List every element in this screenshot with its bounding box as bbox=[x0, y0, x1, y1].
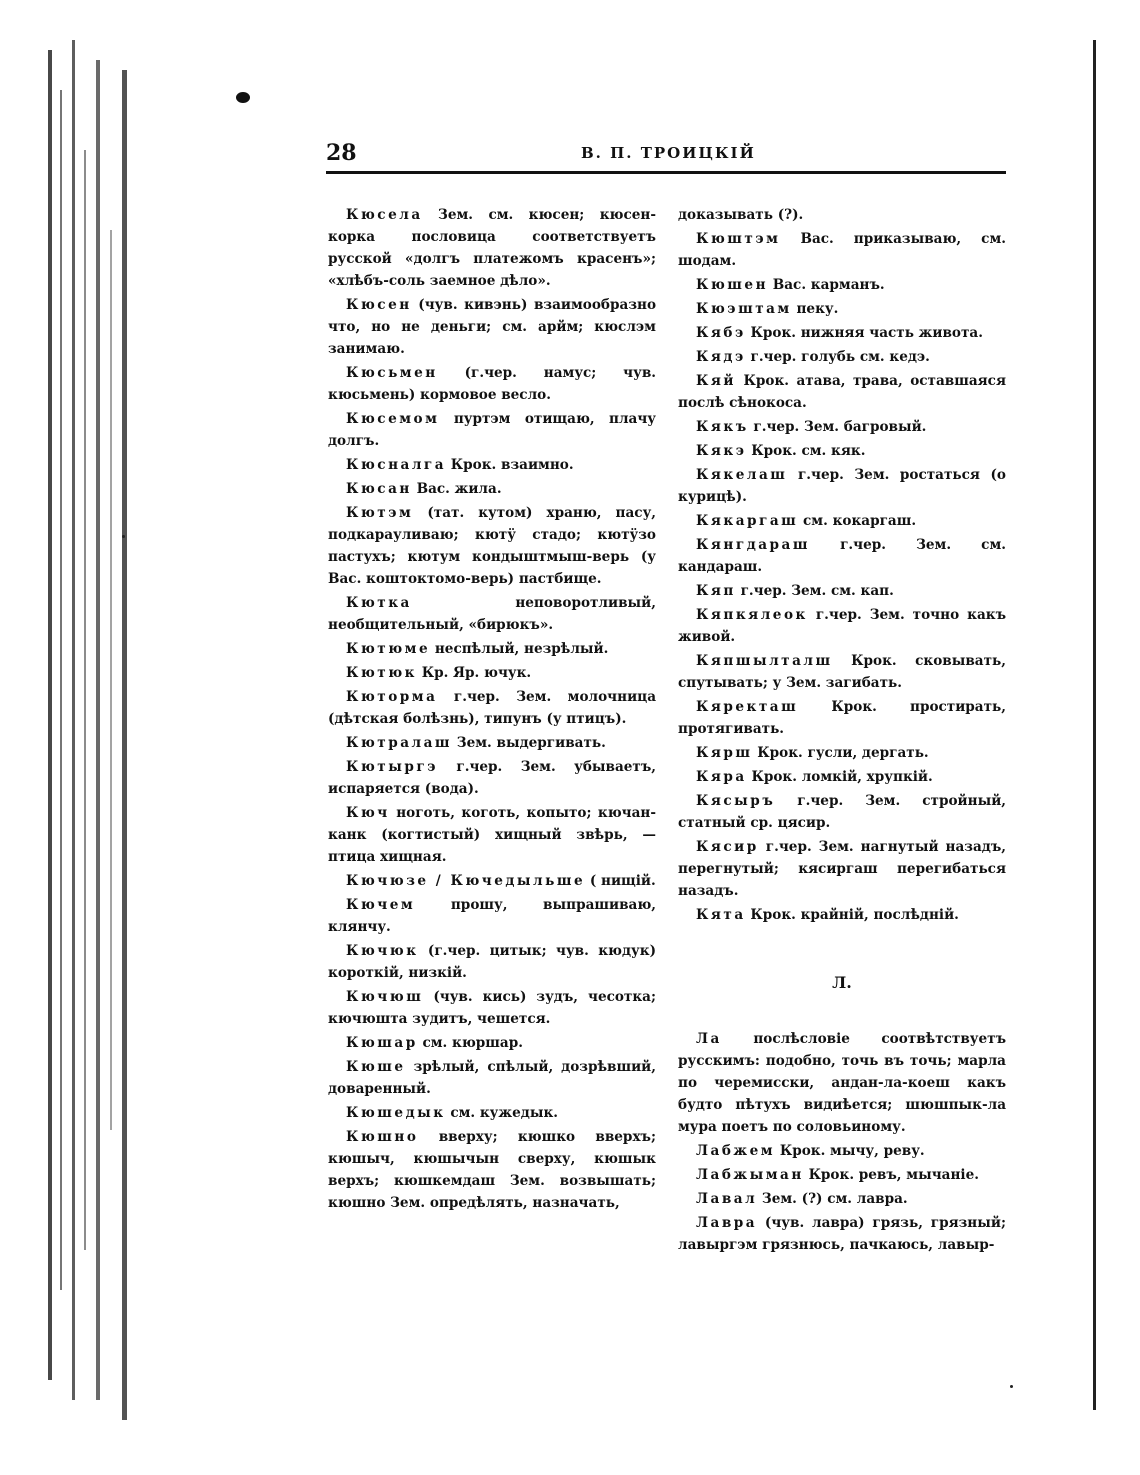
dictionary-entry: Кютка неповоротливый, необщительный, «бирюкъ». bbox=[328, 595, 656, 633]
dictionary-entry-continuation: доказывать (?). bbox=[678, 207, 804, 223]
dictionary-entry: Кякэ Крок. см. кяк. bbox=[696, 443, 866, 459]
dictionary-entry: Кянгдараш г.чер. Зем. см. кандараш. bbox=[678, 537, 1006, 575]
right-column bbox=[678, 204, 1006, 1258]
section-letter-heading: Л. bbox=[832, 973, 852, 992]
dictionary-entry: Кясыръ г.чер. Зем. стройный, статный ср. цясир. bbox=[678, 793, 1007, 831]
dictionary-entry: Кюшар см. кюршар. bbox=[346, 1035, 523, 1051]
dictionary-entry: Кюэштам пеку. bbox=[696, 301, 839, 317]
dictionary-entry: Лавра (чув. лавра) грязь, грязный; лавыргэм грязнюсь, пачкаюсь, лавыр- bbox=[678, 1215, 1006, 1253]
dictionary-entry: Кярш Крок. гусли, дергать. bbox=[696, 745, 929, 761]
dictionary-entry: Ла послѣсловіе соотвѣтствуетъ русскимъ: подобно, точь въ точь; марла по черемисски, андан-ла-коеш какъ будто пѣтухъ видиѣется; шюшпык-ла мура поетъ по соловьиному. bbox=[678, 1031, 1007, 1135]
dictionary-entry: Кяпкялеок г.чер. Зем. точно какъ живой. bbox=[678, 607, 1006, 645]
dictionary-entry: Кяра Крок. ломкій, хрупкій. bbox=[696, 769, 933, 785]
dictionary-entry: Кяректаш Крок. простирать, протягивать. bbox=[678, 699, 1006, 737]
dictionary-entry: Кюшно вверху; кюшко вверхъ; кюшыч, кюшычын сверху, кюшык верхъ; кюшкемдаш Зем. возвышать; кюшно Зем. опредѣлять, назначать, bbox=[328, 1129, 656, 1211]
ink-speck bbox=[1010, 1385, 1013, 1388]
dictionary-entry: Кюч ноготь, коготь, копыто; кючан-канк (когтистый) хищный звѣрь, — птица хищная. bbox=[328, 805, 657, 865]
ink-speck bbox=[122, 535, 125, 538]
dictionary-entry: Кюсналга Крок. взаимно. bbox=[346, 457, 574, 473]
dictionary-entry: Кютралаш Зем. выдергивать. bbox=[346, 735, 606, 751]
dictionary-entry: Кякаргаш см. кокаргаш. bbox=[696, 513, 917, 529]
page-number: 28 bbox=[326, 140, 357, 166]
dictionary-entry: Кякъ г.чер. Зем. багровый. bbox=[696, 419, 927, 435]
dictionary-entry: Кючюш (чув. кись) зудъ, чесотка; кючюшта зудитъ, чешется. bbox=[328, 989, 656, 1027]
dictionary-entry: Кяп г.чер. Зем. см. кап. bbox=[696, 583, 894, 599]
dictionary-entry: Кюсан Вас. жила. bbox=[346, 481, 502, 497]
dictionary-entry: Кякелаш г.чер. Зем. ростаться (о курицѣ). bbox=[678, 467, 1007, 505]
dictionary-entry: Кяпшылталш Крок. сковывать, спутывать; у Зем. загибать. bbox=[678, 653, 1006, 691]
page-header bbox=[326, 140, 1006, 170]
dictionary-entry: Кютыргэ г.чер. Зем. убываетъ, испаряется (вода). bbox=[328, 759, 656, 797]
dictionary-entry: Лабжыман Крок. ревъ, мычаніе. bbox=[696, 1167, 979, 1183]
dictionary-entry: Кючюзе / Кючедыльше ( нищій. bbox=[346, 873, 656, 889]
running-head: В. П. ТРОИЦКІЙ bbox=[581, 144, 756, 162]
dictionary-entry: Кюсен (чув. кивэнь) взаимообразно что, но не деньги; см. арйм; кюслэм занимаю. bbox=[328, 297, 657, 357]
dictionary-entry: Кята Крок. крайній, послѣдній. bbox=[696, 907, 959, 923]
header-rule bbox=[326, 171, 1006, 174]
dictionary-entry: Кюштэм Вас. приказываю, см. шодам. bbox=[678, 231, 1006, 269]
dictionary-entry: Кясир г.чер. Зем. нагнутый назадъ, перегнутый; кясиргаш перегибаться назадъ. bbox=[678, 839, 1006, 899]
dictionary-entry: Кюше зрѣлый, спѣлый, дозрѣвший, доваренный. bbox=[328, 1059, 656, 1097]
dictionary-entry: Кюсемом пуртэм отищаю, плачу долгъ. bbox=[328, 411, 656, 449]
dictionary-entry: Кябэ Крок. нижняя часть живота. bbox=[696, 325, 983, 341]
ink-blot bbox=[236, 92, 250, 103]
dictionary-entry: Кюшен Вас. карманъ. bbox=[696, 277, 885, 293]
dictionary-entry: Кюторма г.чер. Зем. молочница (дѣтская болѣзнь), типунъ (у птицъ). bbox=[328, 689, 657, 727]
dictionary-entry: Лавал Зем. (?) см. лавра. bbox=[696, 1191, 908, 1207]
dictionary-entry: Кяй Крок. атава, трава, оставшаяся послѣ сѣнокоса. bbox=[678, 373, 1007, 411]
dictionary-entry: Кютэм (тат. кутом) храню, пасу, подкарауливаю; кютӱ стадо; кютӱзо пастухъ; кютум кондыштмыш-верь (у Вас. коштоктомо-верь) пастбище. bbox=[328, 505, 656, 587]
dictionary-entry: Кюсела Зем. см. кюсен; кюсен-корка пословица соответствуетъ русской «долгъ платежомъ красенъ»; «хлѣбъ-соль заемное дѣло». bbox=[328, 207, 657, 289]
dictionary-entry: Лабжем Крок. мычу, реву. bbox=[696, 1143, 925, 1159]
dictionary-entry: Кюшедык см. кужедык. bbox=[346, 1105, 558, 1121]
dictionary-entry: Кютюме неспѣлый, незрѣлый. bbox=[346, 641, 609, 657]
dictionary-entry: Кючем прошу, выпрашиваю, клянчу. bbox=[328, 897, 657, 935]
binding-shadow bbox=[38, 30, 133, 1420]
dictionary-entry: Кюсьмен (г.чер. намус; чув. кюсьмень) кормовое весло. bbox=[328, 365, 656, 403]
left-column bbox=[328, 204, 656, 1216]
dictionary-entry: Кядэ г.чер. голубь см. кедэ. bbox=[696, 349, 930, 365]
dictionary-entry: Кючюк (г.чер. цитык; чув. кюдук) короткій, низкій. bbox=[328, 943, 656, 981]
dictionary-entry: Кютюк Кр. Яр. ючук. bbox=[346, 665, 532, 681]
page-edge-rule bbox=[1093, 40, 1096, 1410]
